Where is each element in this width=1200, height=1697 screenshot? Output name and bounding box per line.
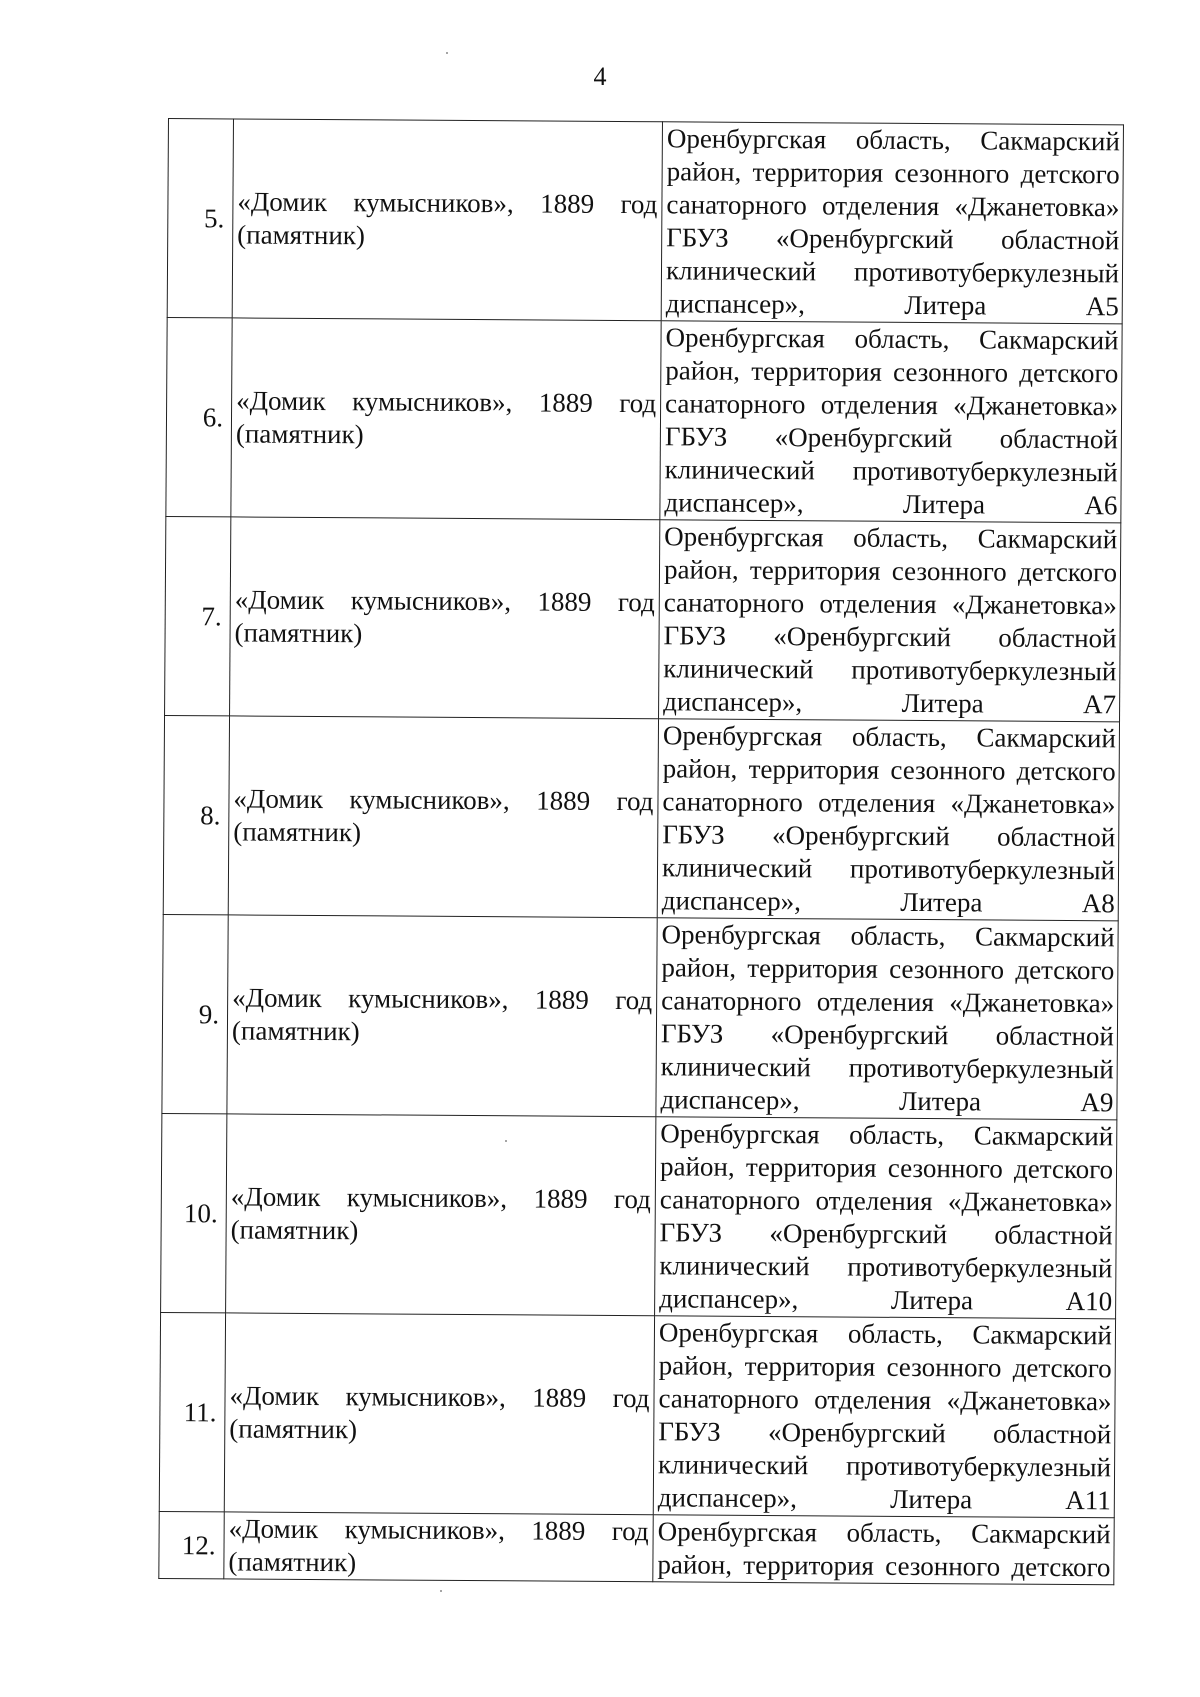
object-name-cell bbox=[224, 1313, 654, 1515]
address-line: диспансер», Литера А8 bbox=[661, 885, 1115, 919]
address-line: район, территория сезонного детского bbox=[666, 156, 1120, 190]
address-line: район, территория сезонного детского bbox=[661, 952, 1115, 986]
object-category: (памятник) bbox=[228, 1546, 357, 1578]
address-line: Оренбургская область, Сакмарский bbox=[664, 521, 1118, 555]
object-category: (памятник) bbox=[235, 418, 364, 450]
address-line: Оренбургская область, Сакмарский bbox=[662, 720, 1117, 754]
address-line: ГБУЗ «Оренбургский областной bbox=[659, 1217, 1113, 1251]
address-line: район, территория сезонного детского bbox=[658, 1350, 1112, 1384]
object-address-cell bbox=[657, 719, 1119, 921]
address-line: район, территория сезонного детского bbox=[665, 355, 1119, 389]
address-line: клинический противотуберкулезный bbox=[664, 454, 1118, 488]
object-name: «Домик кумысников», 1889 год bbox=[230, 1181, 651, 1215]
object-name: «Домик кумысников», 1889 год bbox=[233, 783, 654, 817]
table-row bbox=[165, 516, 1121, 721]
object-name-cell bbox=[231, 318, 661, 520]
object-name-cell bbox=[227, 915, 657, 1117]
address-line: санаторного отделения «Джанетовка» bbox=[659, 1184, 1113, 1218]
row-number: 8. bbox=[163, 715, 229, 914]
object-category: (памятник) bbox=[233, 816, 362, 848]
object-category: (памятник) bbox=[229, 1413, 358, 1445]
row-number: 6. bbox=[166, 317, 232, 516]
object-category: (памятник) bbox=[234, 617, 363, 649]
row-number: 12. bbox=[159, 1511, 224, 1578]
table-body bbox=[159, 119, 1124, 1585]
page-number: 4 bbox=[593, 62, 607, 91]
row-number: 7. bbox=[165, 516, 231, 715]
object-address-cell bbox=[660, 321, 1122, 523]
address-line: санаторного отделения «Джанетовка» bbox=[665, 388, 1119, 422]
row-number: 9. bbox=[162, 914, 228, 1113]
address-line: ГБУЗ «Оренбургский областной bbox=[666, 222, 1120, 256]
table-row bbox=[159, 1511, 1114, 1584]
address-line: диспансер», Литера А10 bbox=[659, 1283, 1113, 1317]
address-line: ГБУЗ «Оренбургский областной bbox=[663, 620, 1117, 654]
address-line: ГБУЗ «Оренбургский областной bbox=[658, 1416, 1112, 1450]
address-line: Оренбургская область, Сакмарский bbox=[661, 919, 1115, 953]
object-category: (памятник) bbox=[230, 1214, 359, 1246]
object-name-cell bbox=[224, 1512, 653, 1582]
address-line: ГБУЗ «Оренбургский областной bbox=[662, 819, 1116, 853]
table-row bbox=[163, 715, 1119, 920]
object-name-cell bbox=[226, 1114, 656, 1316]
address-line: район, территория сезонного детского bbox=[659, 1151, 1114, 1185]
scan-speck bbox=[446, 52, 448, 54]
address-line: санаторного отделения «Джанетовка» bbox=[666, 189, 1120, 223]
address-line: Оренбургская область, Сакмарский bbox=[666, 123, 1120, 157]
object-name: «Домик кумысников», 1889 год bbox=[229, 1380, 650, 1414]
address-line: район, территория сезонного детского bbox=[663, 554, 1118, 588]
address-line: район, территория сезонного детского bbox=[657, 1549, 1111, 1583]
address-line: клинический противотуберкулезный bbox=[657, 1449, 1112, 1483]
address-line: диспансер», Литера А5 bbox=[665, 288, 1119, 322]
address-line: район, территория сезонного детского bbox=[662, 753, 1116, 787]
object-address-cell bbox=[656, 918, 1118, 1120]
object-address-cell bbox=[661, 122, 1123, 324]
address-line: диспансер», Литера А7 bbox=[663, 686, 1117, 720]
address-line: санаторного отделения «Джанетовка» bbox=[658, 1383, 1112, 1417]
monuments-table bbox=[158, 118, 1124, 1585]
table-row bbox=[167, 119, 1123, 324]
object-category: (памятник) bbox=[231, 1015, 360, 1047]
object-name-cell bbox=[230, 517, 660, 719]
row-number: 10. bbox=[161, 1113, 227, 1312]
object-name: «Домик кумысников», 1889 год bbox=[228, 1513, 649, 1547]
object-name-cell bbox=[232, 119, 662, 321]
address-line: клинический противотуберкулезный bbox=[659, 1250, 1113, 1284]
object-name: «Домик кумысников», 1889 год bbox=[236, 385, 657, 419]
table-row bbox=[159, 1312, 1115, 1517]
address-line: диспансер», Литера А9 bbox=[660, 1084, 1114, 1118]
object-address-cell bbox=[653, 1316, 1115, 1518]
object-name: «Домик кумысников», 1889 год bbox=[234, 584, 655, 618]
address-line: ГБУЗ «Оренбургский областной bbox=[660, 1018, 1115, 1052]
object-name: «Домик кумысников», 1889 год bbox=[232, 982, 653, 1016]
address-line: Оренбургская область, Сакмарский bbox=[658, 1317, 1113, 1351]
object-name-cell bbox=[228, 716, 658, 918]
address-line: Оренбургская область, Сакмарский bbox=[665, 322, 1119, 356]
address-line: диспансер», Литера А6 bbox=[664, 487, 1118, 521]
address-line: Оренбургская область, Сакмарский bbox=[660, 1118, 1114, 1152]
address-line: клинический противотуберкулезный bbox=[663, 653, 1117, 687]
address-line: санаторного отделения «Джанетовка» bbox=[662, 786, 1116, 820]
address-line: Оренбургская область, Сакмарский bbox=[657, 1516, 1111, 1550]
address-line: диспансер», Литера А11 bbox=[657, 1482, 1111, 1516]
row-number: 5. bbox=[167, 119, 233, 318]
row-number: 11. bbox=[159, 1312, 225, 1511]
address-line: клинический противотуберкулезный bbox=[665, 255, 1120, 289]
table-row bbox=[166, 317, 1122, 522]
table-row bbox=[162, 914, 1118, 1119]
object-address-cell bbox=[659, 520, 1121, 722]
address-line: санаторного отделения «Джанетовка» bbox=[663, 587, 1117, 621]
address-line: ГБУЗ «Оренбургский областной bbox=[664, 421, 1118, 455]
scan-speck bbox=[505, 1140, 507, 1142]
object-category: (памятник) bbox=[237, 219, 366, 251]
object-address-cell bbox=[655, 1117, 1117, 1319]
address-line: клинический противотуберкулезный bbox=[660, 1051, 1114, 1085]
scan-speck bbox=[440, 1590, 442, 1592]
address-line: клинический противотуберкулезный bbox=[661, 852, 1116, 886]
address-line: санаторного отделения «Джанетовка» bbox=[661, 985, 1115, 1019]
table-row bbox=[161, 1113, 1117, 1318]
object-name: «Домик кумысников», 1889 год bbox=[237, 186, 658, 220]
object-address-cell bbox=[653, 1515, 1114, 1585]
